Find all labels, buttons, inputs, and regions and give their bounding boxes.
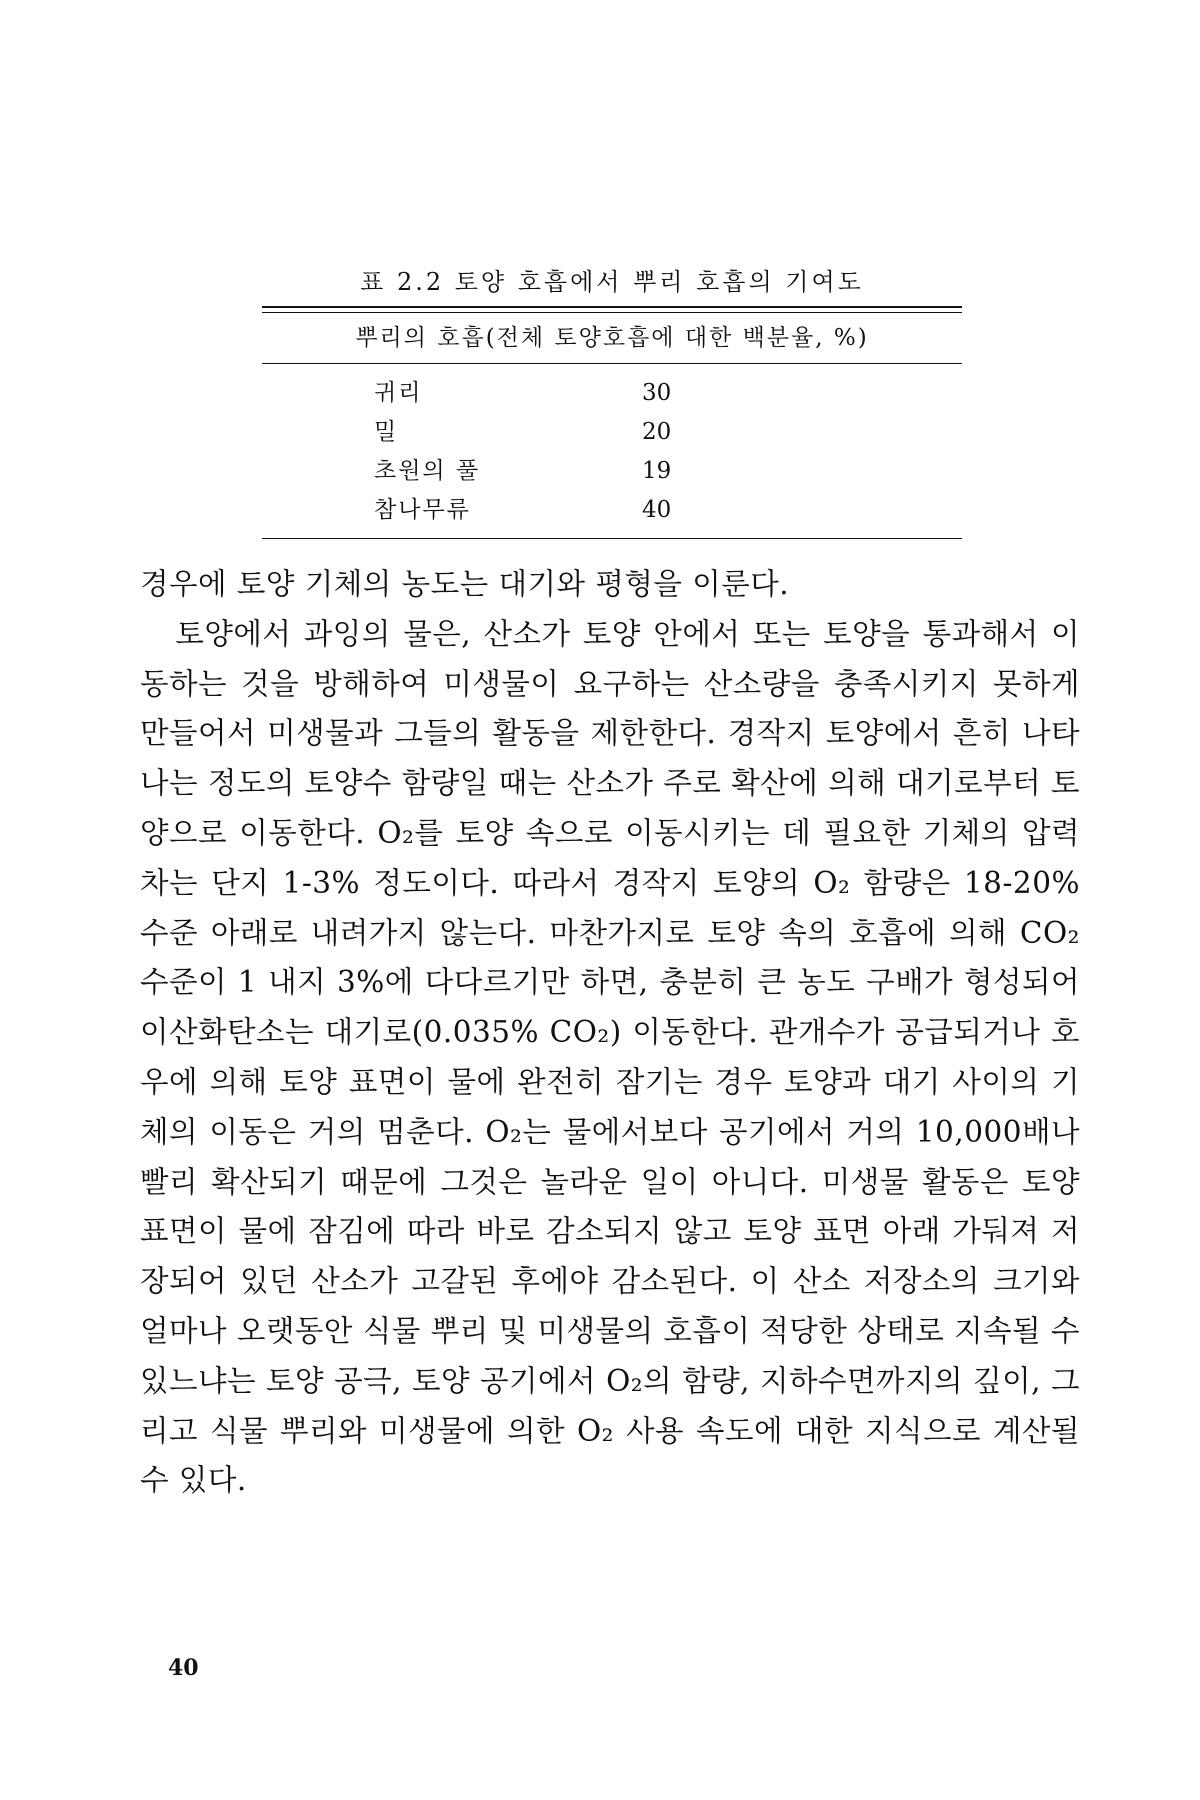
contribution-table [262, 306, 962, 539]
table-header: 뿌리의 호흡(전체 토양호흡에 대한 백분율, %) [355, 325, 869, 351]
row-name: 밀 [374, 419, 399, 445]
row-name: 귀리 [374, 380, 423, 406]
table-row [262, 491, 962, 530]
row-value: 30 [642, 380, 672, 406]
row-value: 20 [642, 419, 672, 445]
table-row [262, 413, 962, 452]
row-name: 참나무류 [374, 497, 471, 523]
row-value: 40 [642, 497, 672, 523]
table-top-rule [262, 306, 962, 313]
table-bottom-rule [262, 538, 962, 539]
paragraph: 경우에 토양 기체의 농도는 대기와 평형을 이룬다. [140, 567, 790, 601]
table-body [262, 364, 962, 538]
page-number: 40 [168, 1655, 199, 1681]
paragraph: 토양에서 과잉의 물은, 산소가 토양 안에서 또는 토양을 통과해서 이동하는 것을 방해하여 미생물이 요구하는 산소량을 충족시키지 못하게 만들어서 미생물과 그들의 활동을 제한한다. 경작지 토양에서 흔히 나타나는 정도의 토양수 함량일 때는 산소가 주로 확산에 의해 대기로부터 토양으로 이동한다. O₂를 토양 속으로 이동시키는 데 필요한 기체의 압력차는 단지 1-3% 정도이다. 따라서 경작지 토양의 O₂ 함량은 18-20% 수준 아래로 내려가지 않는다. 마찬가지로 토양 속의 호흡에 의해 CO₂ 수준이 1 내지 3%에 다다르기만 하면, 충분히 큰 농도 구배가 형성되어 이산화탄소는 대기로(0.035% CO₂) 이동한다. 관개수가 공급되거나 호우에 의해 토양 표면이 물에 완전히 잠기는 경우 토양과 대기 사이의 기체의 이동은 거의 멈춘다. O₂는 물에서보다 공기에서 거의 10,000배나 빨리 확산되기 때문에 그것은 놀라운 일이 아니다. 미생물 활동은 토양 표면이 물에 잠김에 따라 바로 감소되지 않고 토양 표면 아래 가둬져 저장되어 있던 산소가 고갈된 후에야 감소된다. 이 산소 저장소의 크기와 얼마나 오랫동안 식물 뿌리 및 미생물의 호흡이 적당한 상태로 지속될 수 있느냐는 토양 공극, 토양 공기에서 O₂의 함량, 지하수면까지의 깊이, 그리고 식물 뿌리와 미생물에 의한 O₂ 사용 속도에 대한 지식으로 계산될 수 있다. [140, 616, 1080, 1498]
table-row [262, 452, 962, 491]
table-row [262, 374, 962, 413]
body-text [140, 560, 1080, 1506]
table-caption: 표 2.2 토양 호흡에서 뿌리 호흡의 기여도 [360, 268, 864, 296]
row-name: 초원의 풀 [374, 458, 481, 484]
row-value: 19 [642, 458, 672, 484]
